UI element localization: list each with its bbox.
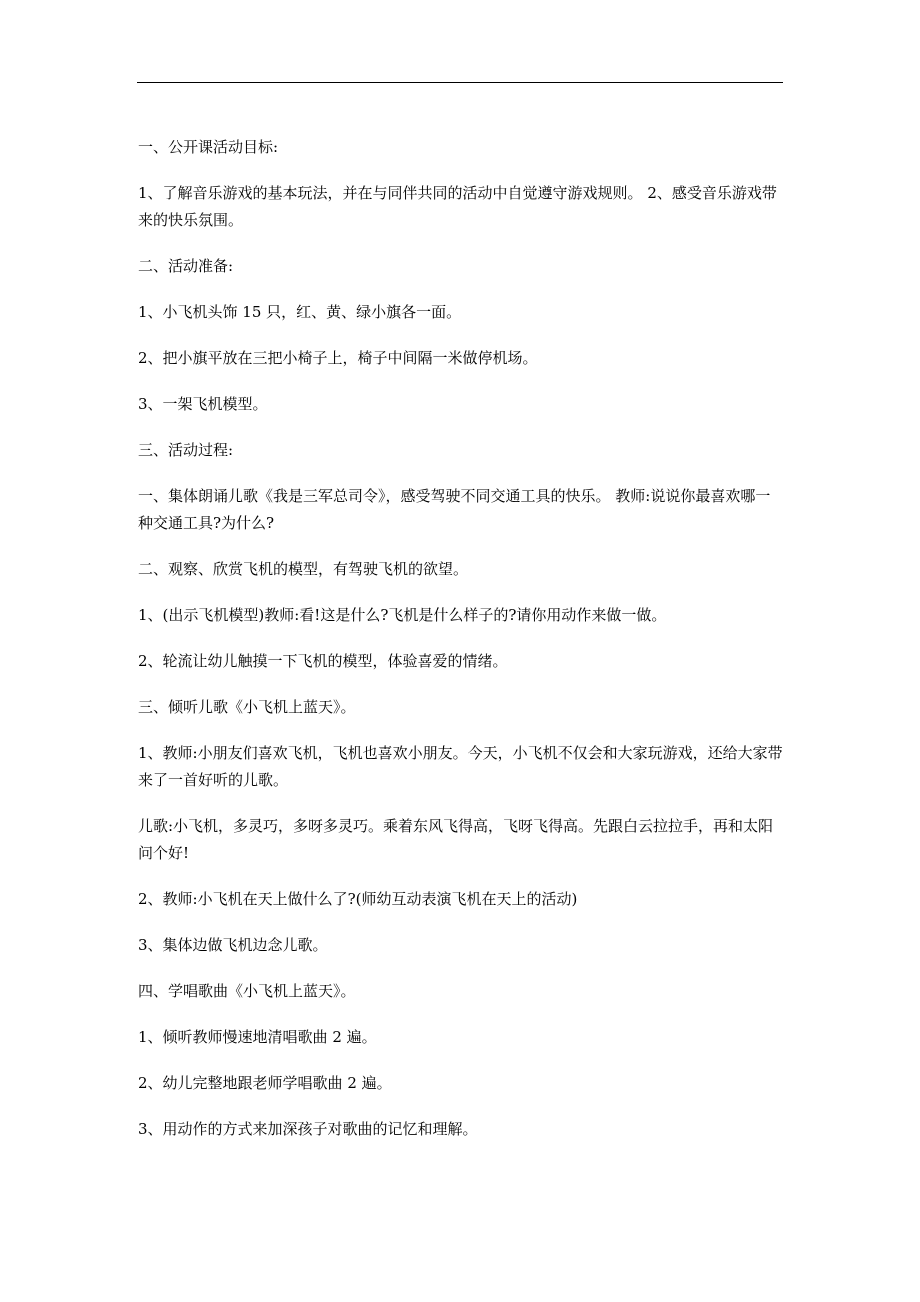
preparation-item-3: 3、一架飞机模型。 bbox=[138, 395, 268, 413]
process-step-2-item-2: 2、轮流让幼儿触摸一下飞机的模型，体验喜爱的情绪。 bbox=[138, 652, 508, 670]
header-rule bbox=[137, 82, 783, 83]
process-step-3-item-1: 1、教师:小朋友们喜欢飞机，飞机也喜欢小朋友。今天，小飞机不仅会和大家玩游戏，还给大家带来了一首好听的儿歌。 bbox=[138, 744, 783, 789]
process-step-4-item-2: 2、幼儿完整地跟老师学唱歌曲 2 遍。 bbox=[138, 1074, 392, 1092]
preparation-item-2: 2、把小旗平放在三把小椅子上，椅子中间隔一米做停机场。 bbox=[138, 349, 538, 367]
process-step-4-item-1: 1、倾听教师慢速地清唱歌曲 2 遍。 bbox=[138, 1028, 377, 1046]
process-step-4-item-3: 3、用动作的方式来加深孩子对歌曲的记忆和理解。 bbox=[138, 1120, 478, 1138]
section-heading-preparation: 二、活动准备: bbox=[138, 257, 234, 275]
process-step-3-item-2: 2、教师:小飞机在天上做什么了?(师幼互动表演飞机在天上的活动) bbox=[138, 890, 578, 908]
section-heading-process: 三、活动过程: bbox=[138, 441, 234, 459]
process-step-4: 四、学唱歌曲《小飞机上蓝天》。 bbox=[138, 982, 356, 1000]
process-step-1: 一、集体朗诵儿歌《我是三军总司令》，感受驾驶不同交通工具的快乐。 教师:说说你最喜欢哪一种交通工具?为什么? bbox=[138, 487, 771, 532]
objectives-text: 1、了解音乐游戏的基本玩法，并在与同伴共同的活动中自觉遵守游戏规则。 2、感受音乐游戏带来的快乐氛围。 bbox=[138, 184, 777, 229]
process-step-3-item-3: 3、集体边做飞机边念儿歌。 bbox=[138, 936, 328, 954]
preparation-item-1: 1、小飞机头饰 15 只，红、黄、绿小旗各一面。 bbox=[138, 303, 462, 321]
document-body bbox=[138, 134, 784, 1162]
nursery-rhyme-text: 儿歌:小飞机，多灵巧，多呀多灵巧。乘着东风飞得高，飞呀飞得高。先跟白云拉拉手，再和太阳问个好! bbox=[138, 817, 774, 862]
section-heading-objectives: 一、公开课活动目标: bbox=[138, 138, 279, 156]
process-step-2: 二、观察、欣赏飞机的模型，有驾驶飞机的欲望。 bbox=[138, 560, 469, 578]
process-step-2-item-1: 1、(出示飞机模型)教师:看!这是什么?飞机是什么样子的?请你用动作来做一做。 bbox=[138, 606, 667, 624]
process-step-3: 三、倾听儿歌《小飞机上蓝天》。 bbox=[138, 698, 356, 716]
